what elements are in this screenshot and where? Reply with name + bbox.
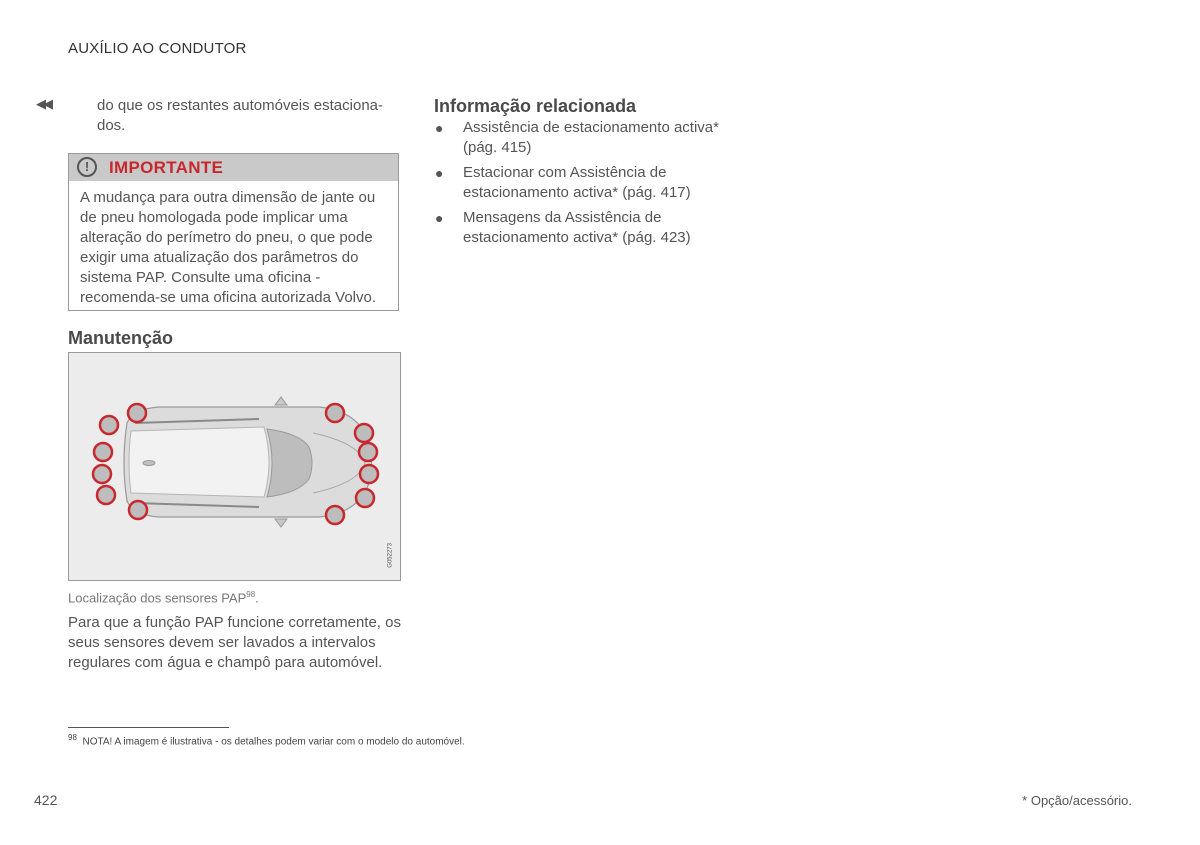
sensor-marker: [326, 404, 344, 422]
sensor-location-figure: [68, 352, 401, 581]
important-title: IMPORTANTE: [109, 158, 224, 177]
bullet-icon: ●: [435, 120, 444, 136]
related-info-list: [434, 118, 754, 253]
continuation-arrows-icon: ◀◀: [36, 96, 50, 111]
related-link[interactable]: Estacionar com Assistência de estacionamento activa* (pág. 417): [463, 164, 691, 201]
sensor-marker: [356, 489, 374, 507]
footnote-divider: [68, 727, 229, 728]
caption-end: .: [255, 590, 259, 606]
bullet-icon: ●: [435, 165, 444, 181]
antenna: [143, 461, 155, 466]
sensor-marker: [100, 416, 118, 434]
caption-text: Localização dos sensores PAP: [68, 590, 247, 606]
option-note: * Opção/acessório.: [1022, 793, 1132, 808]
continuation-text: do que os restantes automóveis estaciona-dos.: [97, 97, 384, 134]
exclamation-icon: !: [77, 157, 97, 177]
sensor-marker: [360, 465, 378, 483]
bullet-icon: ●: [435, 210, 444, 226]
list-item[interactable]: [434, 118, 754, 158]
list-item[interactable]: [434, 208, 754, 248]
important-body: A mudança para outra dimensão de jante ou de pneu homologada pode implicar uma alteração do perímetro do pneu, o que pode exigir uma atualização dos parâmetros do sistema PAP. Consulte uma oficina - recomenda-se uma oficina autorizada Volvo.: [80, 189, 377, 306]
sensor-marker: [355, 424, 373, 442]
related-link[interactable]: Mensagens da Assistência de estacionamento activa* (pág. 423): [463, 209, 691, 246]
sensor-marker: [94, 443, 112, 461]
figure-caption: [68, 590, 259, 605]
important-box: [68, 153, 399, 311]
footnote: [68, 733, 465, 747]
figure-code: G052273: [388, 543, 394, 568]
sensor-marker: [97, 486, 115, 504]
important-header: [69, 154, 398, 181]
sensor-marker: [128, 404, 146, 422]
mirror-bottom: [275, 519, 287, 527]
sensor-marker: [359, 443, 377, 461]
related-link[interactable]: Assistência de estacionamento activa* (pág. 415): [463, 119, 719, 156]
maintenance-heading: Manutenção: [68, 328, 174, 348]
footnote-text: NOTA! A imagem é ilustrativa - os detalhes podem variar com o modelo do automóvel.: [82, 736, 465, 748]
maintenance-body: Para que a função PAP funcione corretamente, os seus sensores devem ser lavados a intervalos regulares com água e champô para automóvel.: [68, 614, 401, 671]
page-number: 422: [34, 792, 58, 808]
section-header: AUXÍLIO AO CONDUTOR: [68, 40, 247, 57]
mirror-top: [275, 397, 287, 405]
related-info-heading: Informação relacionada: [434, 96, 637, 116]
footnote-ref: 98: [68, 733, 77, 742]
sensor-marker: [326, 506, 344, 524]
car-topview-illustration: [69, 353, 400, 580]
sensor-marker: [129, 501, 147, 519]
caption-footnote-ref[interactable]: 98: [246, 590, 256, 599]
list-item[interactable]: [434, 163, 754, 203]
sensor-marker: [93, 465, 111, 483]
